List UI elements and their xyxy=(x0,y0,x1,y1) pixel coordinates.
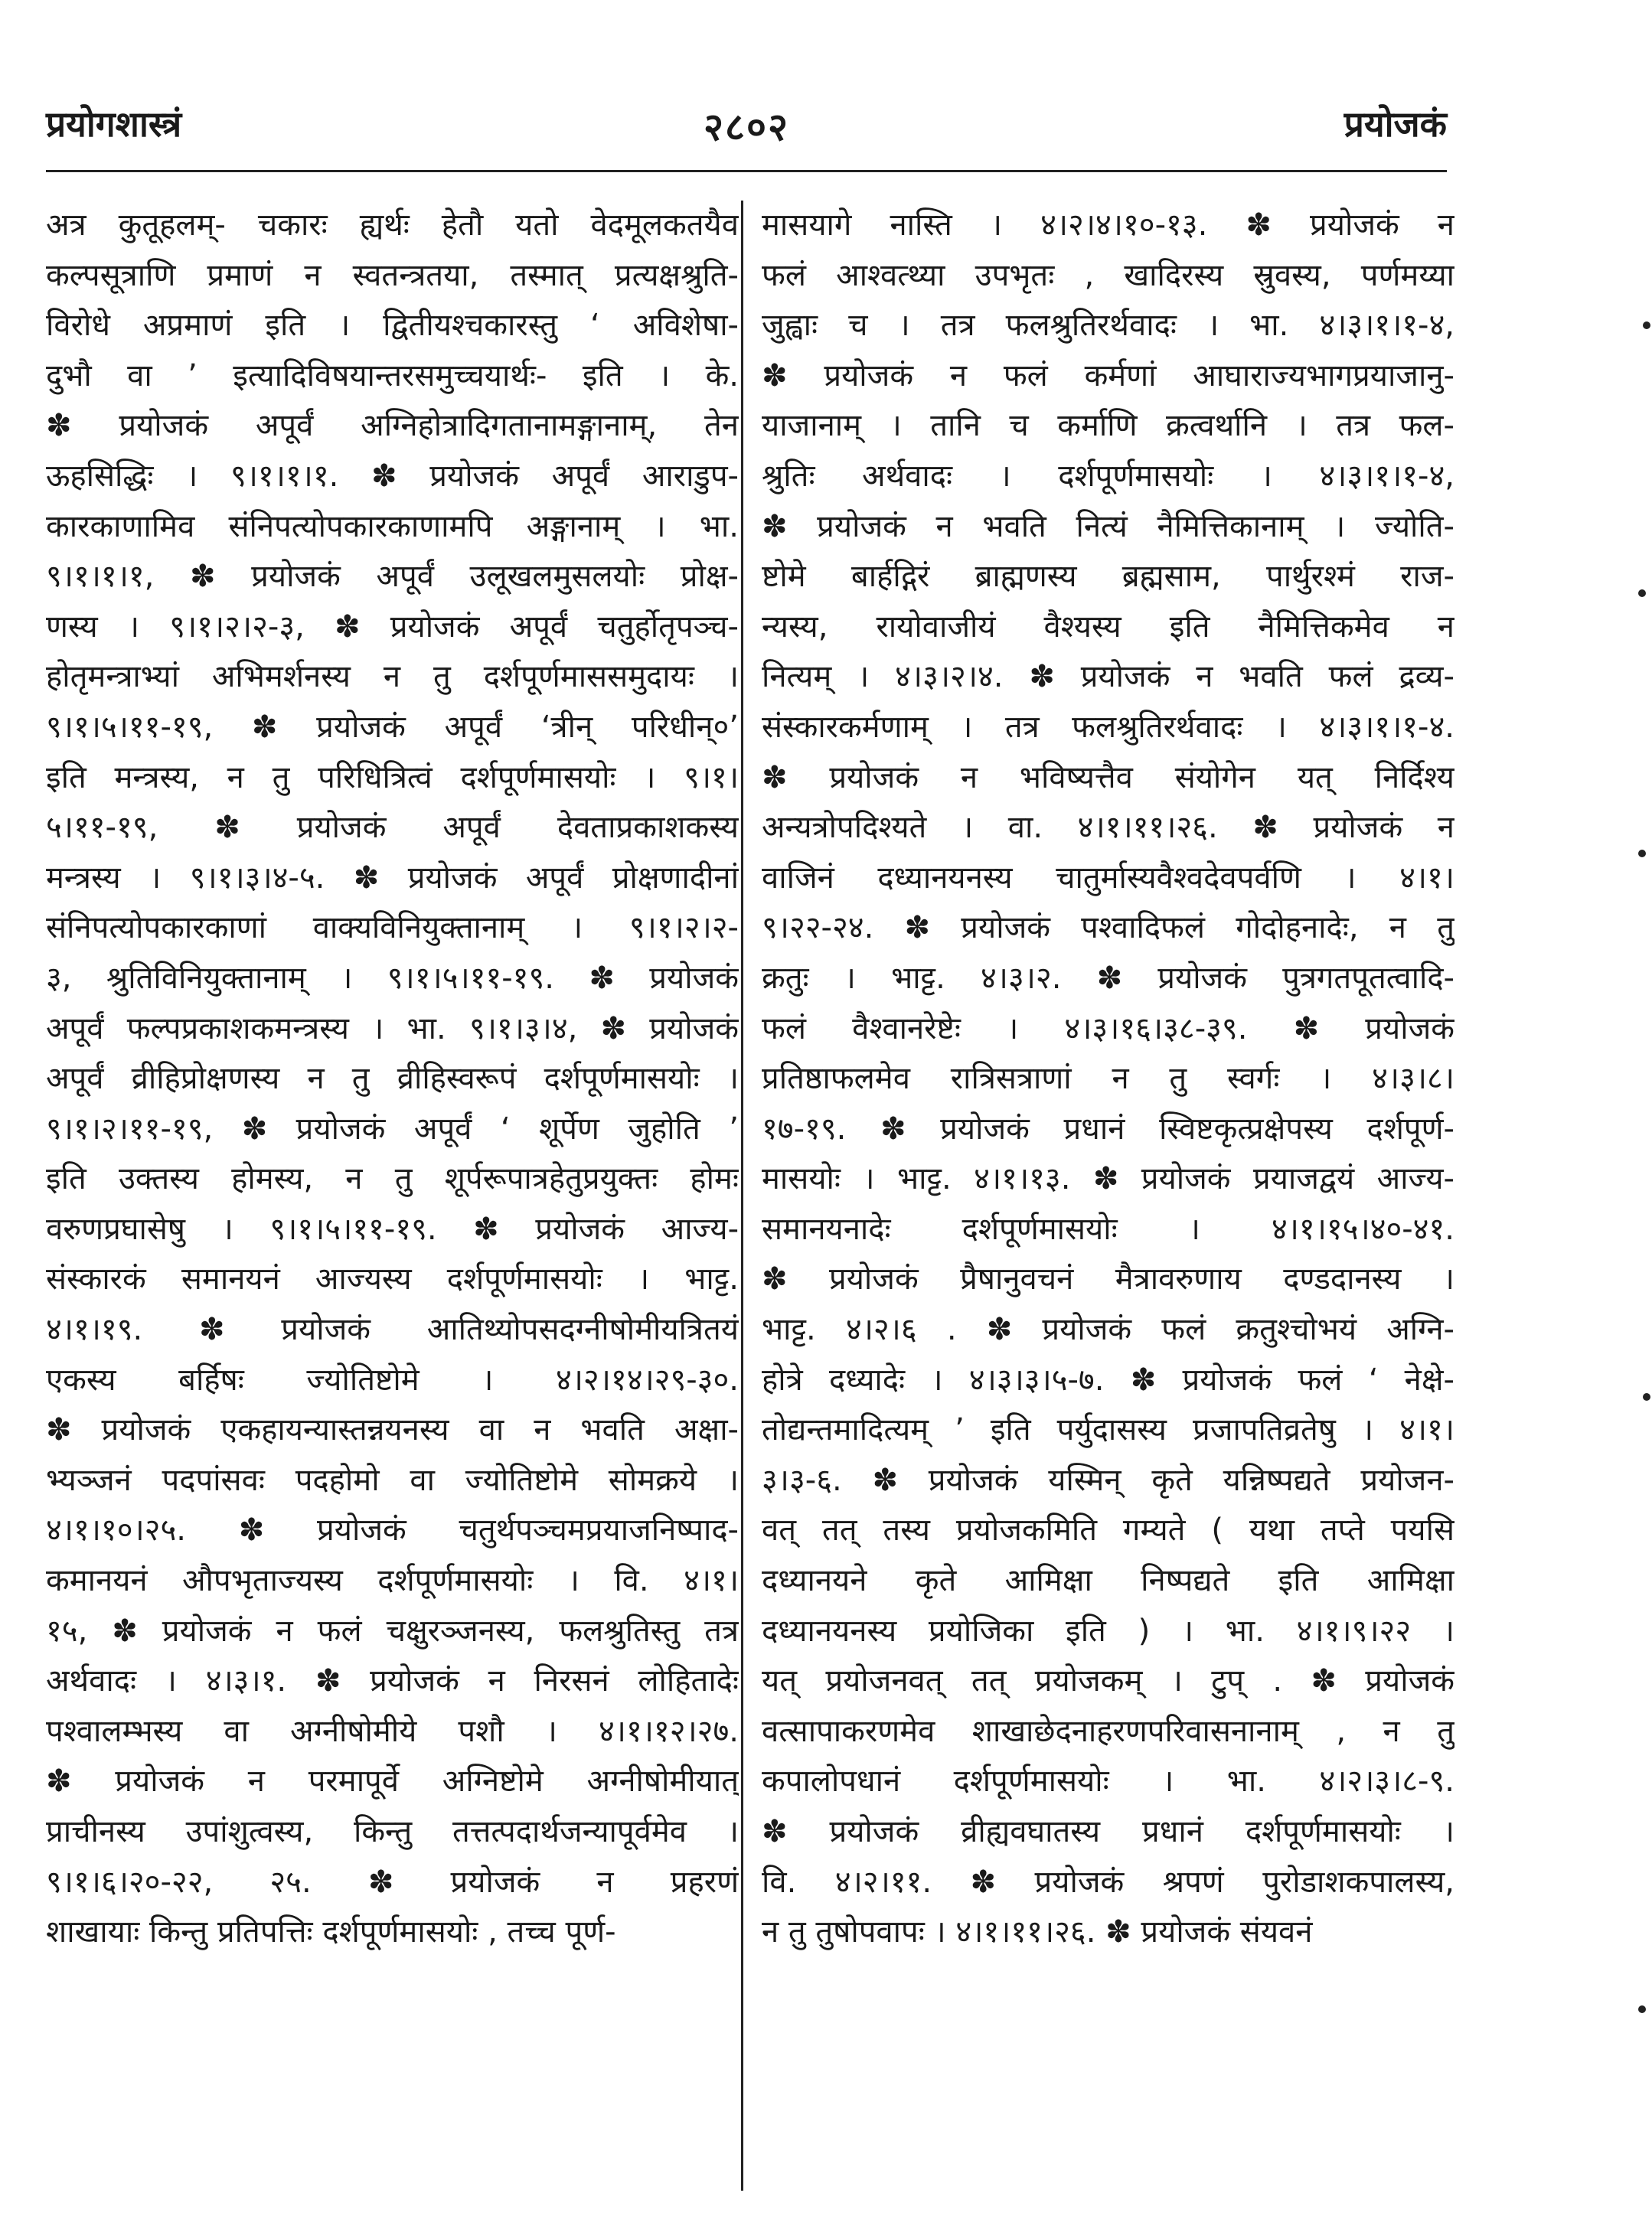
margin-mark xyxy=(1638,2005,1646,2013)
text-line: इति मन्त्रस्य, न तु परिधित्रित्वं दर्शपूर्णमासयोः । ९।१। xyxy=(46,759,739,795)
text-line: ✽ प्रयोजकं न भविष्यत्तैव संयोगेन यत् निर्दिश्य xyxy=(762,759,1454,795)
text-line: १७-१९. ✽ प्रयोजकं प्रधानं स्विष्टकृत्प्रक्षेपस्य दर्शपूर्ण- xyxy=(762,1111,1454,1147)
text-line: दुभौ वा ’ इत्यादिविषयान्तरसमुच्चयार्थः- इति । के. xyxy=(46,357,739,393)
text-line: ✽ प्रयोजकं न फलं कर्मणां आघाराज्यभागप्रयाजानु- xyxy=(762,357,1454,393)
text-line: नित्यम् । ४।३।२।४. ✽ प्रयोजकं न भवति फलं द्रव्य- xyxy=(762,659,1454,695)
text-line: ३, श्रुतिविनियुक्तानाम् । ९।१।५।११-१९. ✽ प्रयोजकं xyxy=(46,960,739,996)
text-line: ९।२२-२४. ✽ प्रयोजकं पश्वादिफलं गोदोहनादेः, न तु xyxy=(762,910,1454,946)
text-line: विरोधे अप्रमाणं इति । द्वितीयश्चकारस्तु ‘ अविशेषा- xyxy=(46,308,739,344)
text-line: संस्कारकं समानयनं आज्यस्य दर्शपूर्णमासयोः । भाट्ट. xyxy=(46,1261,739,1297)
text-line: अपूर्वं फल्पप्रकाशकमन्त्रस्य । भा. ९।१।३।४, ✽ प्रयोजकं xyxy=(46,1010,739,1046)
text-line: शाखायाः किन्तु प्रतिपत्तिः दर्शपूर्णमासयोः , तच्च पूर्ण- xyxy=(46,1914,616,1950)
text-line: समानयनादेः दर्शपूर्णमासयोः । ४।१।१५।४०-४१. xyxy=(762,1211,1454,1247)
header-left-keyword: प्रयोगशास्त्रं xyxy=(46,103,182,145)
text-line: जुह्वाः च । तत्र फलश्रुतिरर्थवादः । भा. ४।३।१।१-४, xyxy=(762,308,1454,344)
text-line: भ्यञ्जनं पदपांसवः पदहोमो वा ज्योतिष्टोमे सोमक्रये । xyxy=(46,1462,739,1498)
text-line: ४।१।१९. ✽ प्रयोजकं आतिथ्योपसदग्नीषोमीयत्रितयं xyxy=(46,1312,739,1348)
text-line: यत् प्रयोजनवत् तत् प्रयोजकम् । टुप् . ✽ प्रयोजकं xyxy=(762,1663,1454,1699)
text-line: एकस्य बर्हिषः ज्योतिष्टोमे । ४।२।१४।२९-३०. xyxy=(46,1362,739,1398)
text-line: दध्यानयनस्य प्रयोजिका इति ) । भा. ४।१।९।२२ । xyxy=(762,1613,1454,1649)
text-line: अत्र कुतूहलम्- चकारः ह्यर्थः हेतौ यतो वेदमूलकतयैव xyxy=(46,207,739,243)
text-line: अन्यत्रोपदिश्यते । वा. ४।१।११।२६. ✽ प्रयोजकं न xyxy=(762,810,1454,846)
text-line: वाजिनं दध्यानयनस्य चातुर्मास्यवैश्वदेवपर्वणि । ४।१। xyxy=(762,860,1454,896)
text-line: प्रतिष्ठाफलमेव रात्रिसत्राणां न तु स्वर्गः । ४।३।८। xyxy=(762,1061,1454,1097)
text-line: मासयोः । भाट्ट. ४।१।१३. ✽ प्रयोजकं प्रयाजद्वयं आज्य- xyxy=(762,1161,1454,1197)
text-line: फलं वैश्वानरेष्टेः । ४।३।१६।३८-३९. ✽ प्रयोजकं xyxy=(762,1010,1454,1046)
text-line: ९।१।२।११-१९, ✽ प्रयोजकं अपूर्वं ‘ शूर्पेण जुहोति ’ xyxy=(46,1111,739,1147)
text-line: ४।१।१०।२५. ✽ प्रयोजकं चतुर्थपञ्चमप्रयाजनिष्पाद- xyxy=(46,1513,739,1548)
text-line: श्रुतिः अर्थवादः । दर्शपूर्णमासयोः । ४।३।१।१-४, xyxy=(762,458,1454,494)
text-line: भाट्ट. ४।२।६ . ✽ प्रयोजकं फलं क्रतुश्चोभयं अग्नि- xyxy=(762,1312,1454,1348)
text-line: फलं आश्वत्थ्या उपभृतः , खादिरस्य स्रुवस्य, पर्णमय्या xyxy=(762,257,1454,293)
text-line: वि. ४।२।११. ✽ प्रयोजकं श्रपणं पुरोडाशकपालस्य, xyxy=(762,1864,1454,1900)
text-line: वत् तत् तस्य प्रयोजकमिति गम्यते ( यथा तप्ते पयसि xyxy=(762,1513,1454,1548)
text-line: ✽ प्रयोजकं न भवति नित्यं नैमित्तिकानाम् । ज्योति- xyxy=(762,508,1454,544)
text-line: वत्सापाकरणमेव शाखाछेदनाहरणपरिवासनानाम् , न तु xyxy=(762,1713,1454,1749)
text-line: पश्वालम्भस्य वा अग्नीषोमीये पशौ । ४।१।१२।२७. xyxy=(46,1713,739,1749)
text-line: इति उक्तस्य होमस्य, न तु शूर्परूपात्रहेतुप्रयुक्तः होमः xyxy=(46,1161,739,1197)
margin-mark xyxy=(1643,321,1650,329)
column-divider xyxy=(741,201,743,2191)
text-line: न तु तुषोपवापः । ४।१।११।२६. ✽ प्रयोजकं संयवनं xyxy=(762,1914,1313,1950)
header-rule xyxy=(46,170,1447,172)
page-header xyxy=(46,100,1447,161)
text-line: १५, ✽ प्रयोजकं न फलं चक्षुरञ्जनस्य, फलश्रुतिस्तु तत्र xyxy=(46,1613,739,1649)
header-right-keyword: प्रयोजकं xyxy=(1343,103,1447,145)
text-line: न्यस्य, रायोवाजीयं वैश्यस्य इति नैमित्तिकमेव न xyxy=(762,609,1454,644)
text-line: ९।१।१।१, ✽ प्रयोजकं अपूर्वं उलूखलमुसलयोः प्रोक्ष- xyxy=(46,559,739,595)
text-line: संस्कारकर्मणाम् । तत्र फलश्रुतिरर्थवादः । ४।३।१।१-४. xyxy=(762,709,1454,745)
text-line: ऊहसिद्धिः । ९।१।१।१. ✽ प्रयोजकं अपूर्वं आराडुप- xyxy=(46,458,739,494)
text-line: ✽ प्रयोजकं न परमापूर्वे अग्निष्टोमे अग्नीषोमीयात् xyxy=(46,1764,739,1800)
text-line: कल्पसूत्राणि प्रमाणं न स्वतन्त्रतया, तस्मात् प्रत्यक्षश्रुति- xyxy=(46,257,739,293)
text-line: अर्थवादः । ४।३।१. ✽ प्रयोजकं न निरसनं लोहितादेः xyxy=(46,1663,739,1699)
text-line: ३।३-६. ✽ प्रयोजकं यस्मिन् कृते यन्निष्पद्यते प्रयोजन- xyxy=(762,1462,1454,1498)
text-line: होतृमन्त्राभ्यां अभिमर्शनस्य न तु दर्शपूर्णमाससमुदायः । xyxy=(46,659,739,695)
text-line: संनिपत्योपकारकाणां वाक्यविनियुक्तानाम् । ९।१।२।२- xyxy=(46,910,739,946)
text-line: होत्रे दध्यादेः । ४।३।३।५-७. ✽ प्रयोजकं फलं ‘ नेक्षे- xyxy=(762,1362,1454,1398)
text-line: प्राचीनस्य उपांशुत्वस्य, किन्तु तत्तत्पदार्थजन्यापूर्वमेव । xyxy=(46,1814,739,1849)
text-line: मन्त्रस्य । ९।१।३।४-५. ✽ प्रयोजकं अपूर्वं प्रोक्षणादीनां xyxy=(46,860,739,896)
text-line: मासयागे नास्ति । ४।२।४।१०-१३. ✽ प्रयोजकं न xyxy=(762,207,1454,243)
margin-mark xyxy=(1638,850,1646,857)
text-line: कपालोपधानं दर्शपूर्णमासयोः । भा. ४।२।३।८-९. xyxy=(762,1764,1454,1800)
margin-mark xyxy=(1643,1393,1650,1401)
text-line: ९।१।५।११-१९, ✽ प्रयोजकं अपूर्वं ‘त्रीन् परिधीन्०’ xyxy=(46,709,739,745)
text-line: ९।१।६।२०-२२, २५. ✽ प्रयोजकं न प्रहरणं xyxy=(46,1864,739,1900)
right-column xyxy=(762,201,1454,2191)
text-line: तोद्यन्तमादित्यम् ’ इति पर्युदासस्य प्रजापतिव्रतेषु । ४।१। xyxy=(762,1412,1454,1448)
text-line: वरुणप्रघासेषु । ९।१।५।११-१९. ✽ प्रयोजकं आज्य- xyxy=(46,1211,739,1247)
left-column xyxy=(46,201,739,2191)
text-line: ष्टोमे बार्हद्गिरं ब्राह्मणस्य ब्रह्मसाम, पार्थुरश्मं राज- xyxy=(762,559,1454,595)
text-line: कारकाणामिव संनिपत्योपकारकाणामपि अङ्गानाम् । भा. xyxy=(46,508,739,544)
text-line: याजानाम् । तानि च कर्माणि क्रत्वर्थानि । तत्र फल- xyxy=(762,408,1454,444)
page-number: २८०२ xyxy=(704,105,789,149)
margin-mark xyxy=(1638,589,1646,597)
text-line: दध्यानयने कृते आमिक्षा निष्पद्यते इति आमिक्षा xyxy=(762,1563,1454,1599)
text-line: ✽ प्रयोजकं व्रीह्यवघातस्य प्रधानं दर्शपूर्णमासयोः । xyxy=(762,1814,1454,1849)
text-line: ✽ प्रयोजकं एकहायन्यास्तन्नयनस्य वा न भवति अक्षा- xyxy=(46,1412,739,1448)
text-line: ✽ प्रयोजकं प्रैषानुवचनं मैत्रावरुणाय दण्डदानस्य । xyxy=(762,1261,1454,1297)
text-line: ✽ प्रयोजकं अपूर्वं अग्निहोत्रादिगतानामङ्गानाम्, तेन xyxy=(46,408,739,444)
text-line: अपूर्वं व्रीहिप्रोक्षणस्य न तु व्रीहिस्वरूपं दर्शपूर्णमासयोः । xyxy=(46,1061,739,1097)
text-line: ५।११-१९, ✽ प्रयोजकं अपूर्वं देवताप्रकाशकस्य xyxy=(46,810,739,846)
text-line: णस्य । ९।१।२।२-३, ✽ प्रयोजकं अपूर्वं चतुर्होतृपञ्च- xyxy=(46,609,739,644)
text-line: कमानयनं औपभृताज्यस्य दर्शपूर्णमासयोः । वि. ४।१। xyxy=(46,1563,739,1599)
text-line: क्रतुः । भाट्ट. ४।३।२. ✽ प्रयोजकं पुत्रगतपूतत्वादि- xyxy=(762,960,1454,996)
